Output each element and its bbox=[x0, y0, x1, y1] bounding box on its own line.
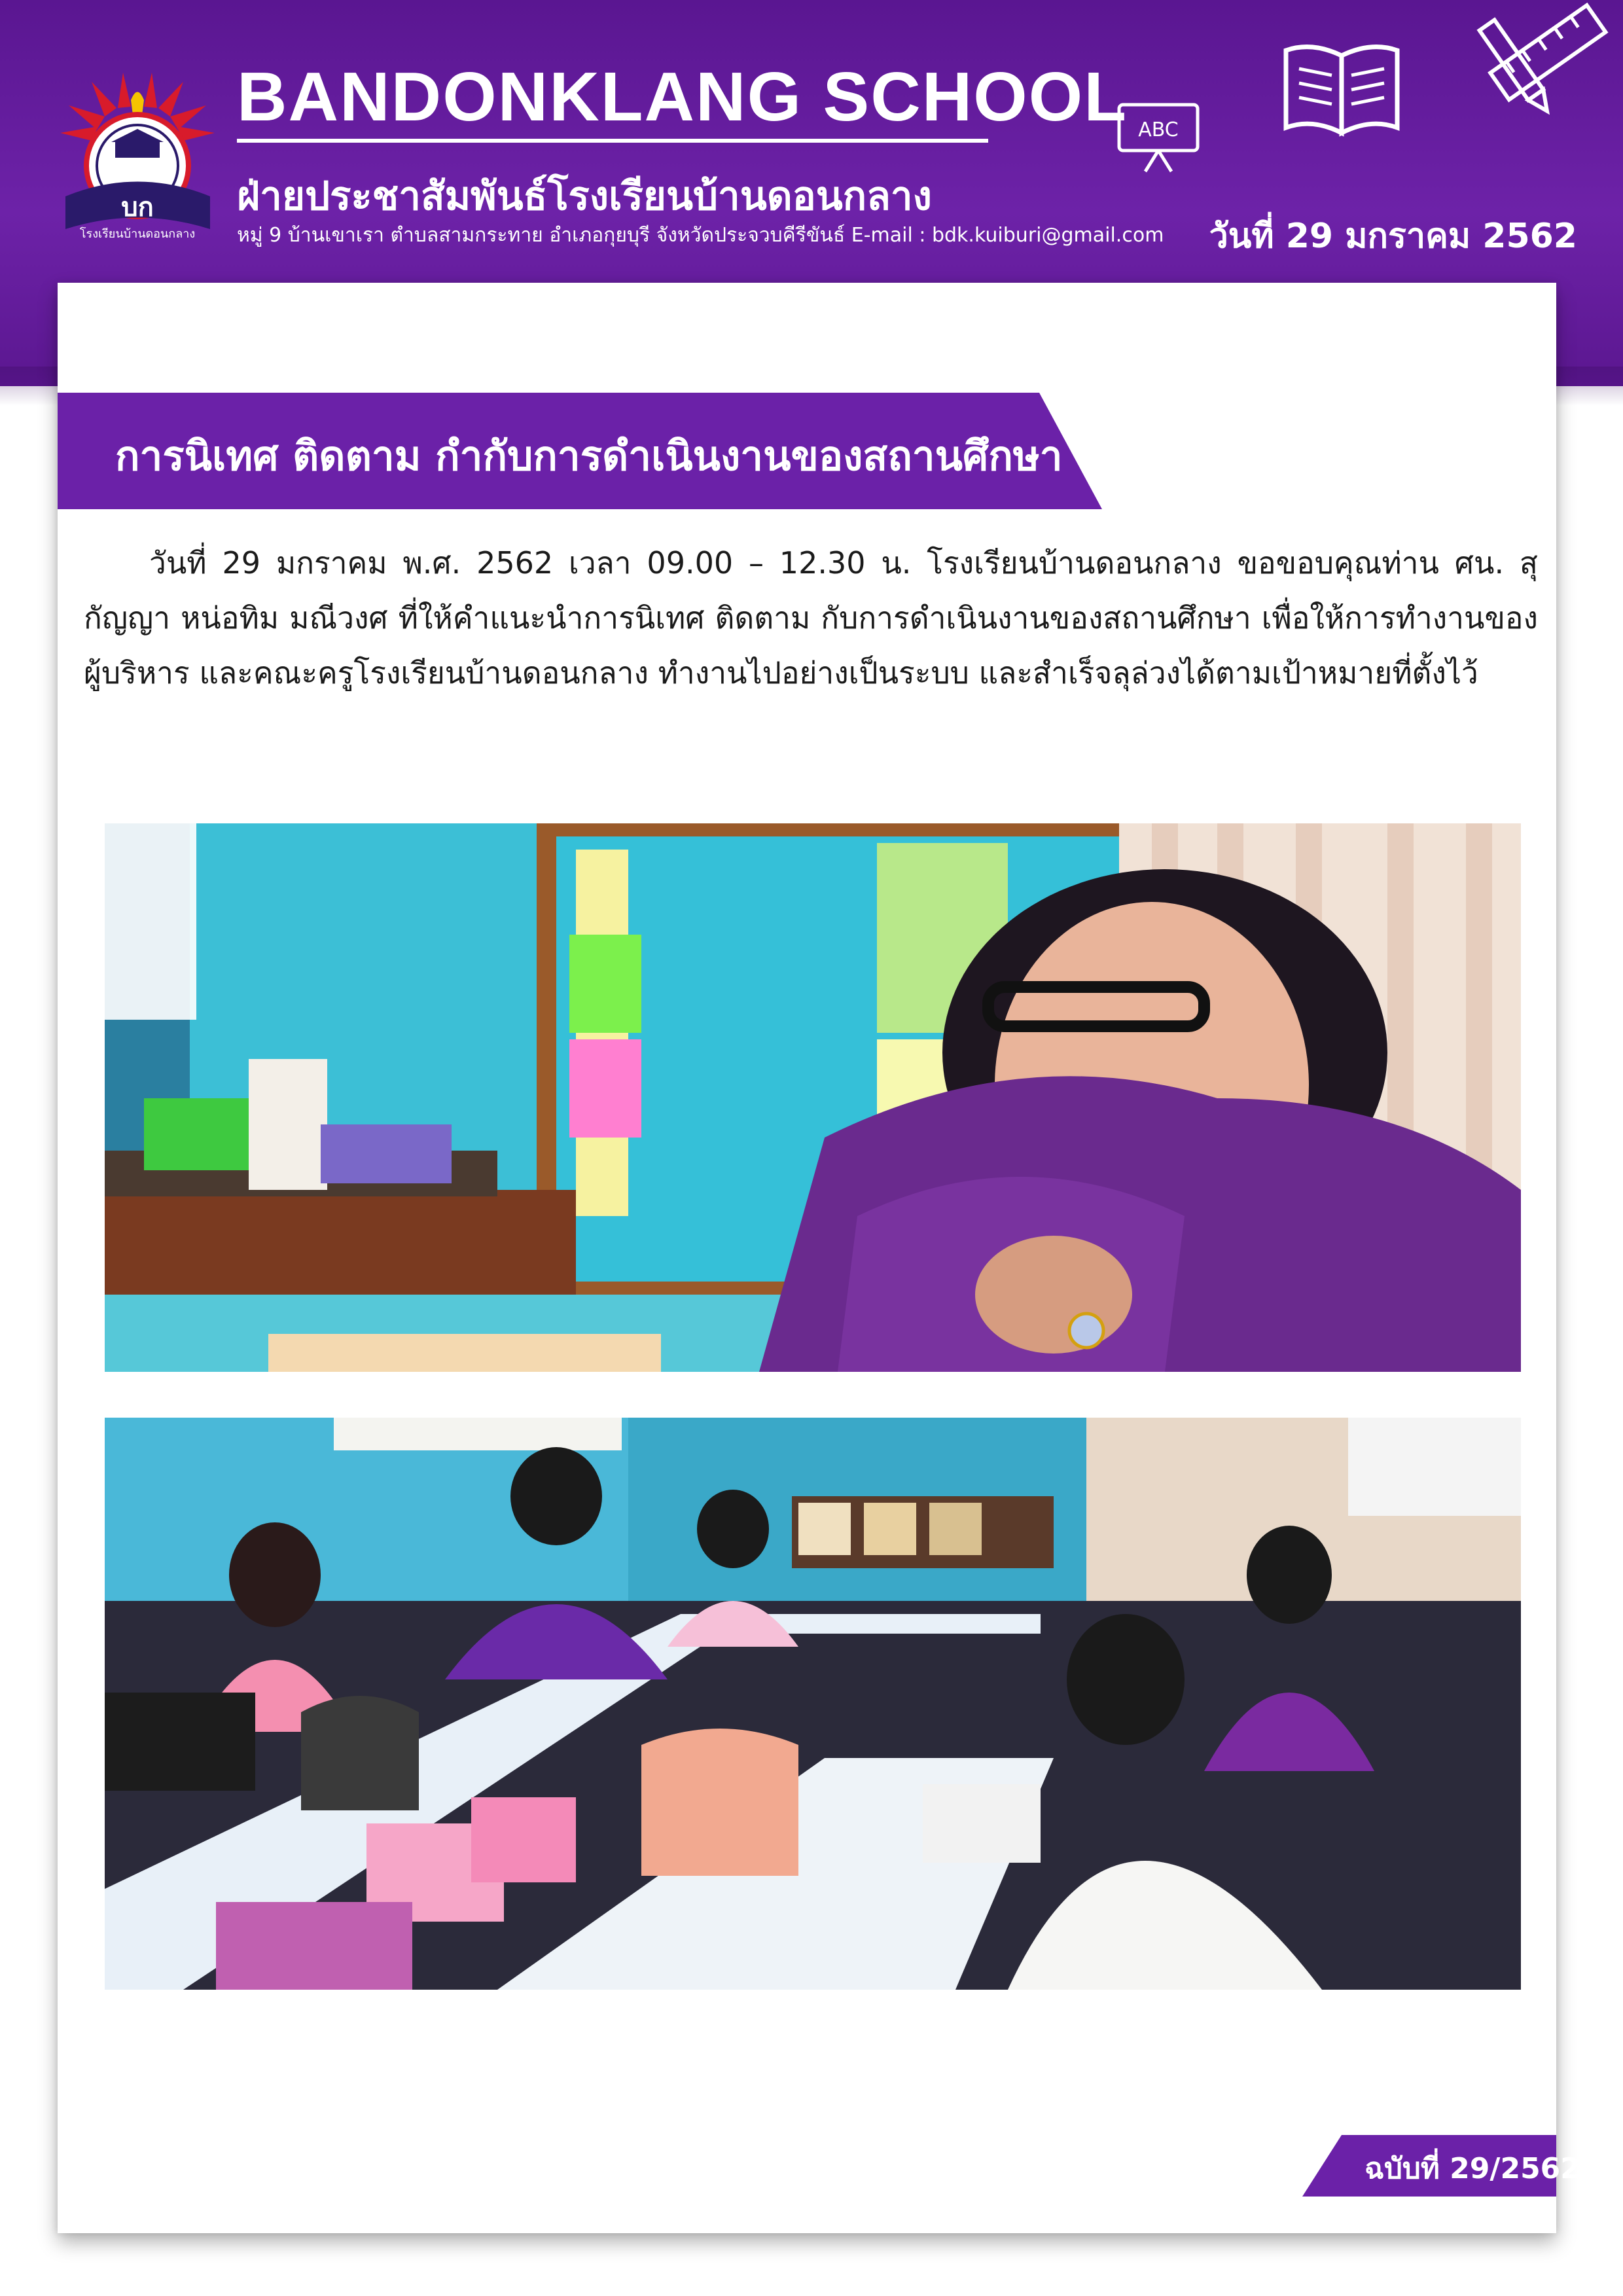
board-text: ABC bbox=[1138, 118, 1179, 141]
issue-number: ฉบับที่ 29/2562 bbox=[1364, 2152, 1580, 2185]
article-title: การนิเทศ ติดตาม กำกับการดำเนินงานของสถานศึกษา ปีการศึกษา 2561 bbox=[115, 432, 1399, 480]
pencil-ruler-icon bbox=[1466, 0, 1623, 121]
school-name: BANDONKLANG SCHOOL bbox=[237, 58, 1128, 135]
photo-meeting-image bbox=[105, 1418, 1521, 1990]
photo-supervisor bbox=[105, 823, 1521, 1372]
photo-supervisor-image bbox=[105, 823, 1521, 1372]
logo-caption: โรงเรียนบ้านดอนกลาง bbox=[79, 227, 196, 241]
department-name: ฝ่ายประชาสัมพันธ์โรงเรียนบ้านดอนกลาง bbox=[237, 173, 932, 219]
school-logo bbox=[58, 69, 218, 242]
title-underline bbox=[237, 139, 988, 143]
open-book-icon bbox=[1276, 36, 1407, 144]
photo-meeting bbox=[105, 1418, 1521, 1990]
header-date: วันที่ 29 มกราคม 2562 bbox=[1209, 217, 1577, 256]
logo-initials: บก bbox=[121, 192, 154, 223]
school-address: หมู่ 9 บ้านเขาเรา ตำบลสามกระทาย อำเภอกุยบุรี จังหวัดประจวบคีรีขันธ์ E-mail : bdk.kuiburi@gmail.com bbox=[237, 224, 1164, 247]
article-body: วันที่ 29 มกราคม พ.ศ. 2562 เวลา 09.00 – 12.30 น. โรงเรียนบ้านดอนกลาง ขอขอบคุณท่าน ศน. สุกัญญา หน่อทิม มณีวงศ ที่ให้คำแนะนำการนิเทศ ติดตาม กับการดำเนินงานของสถานศึกษา เพื่อให้การทำงานของผู้บริหาร และคณะครูโรงเรียนบ้านดอนกลาง ทำงานไปอย่างเป็นระบบ และสำเร็จลุล่วงได้ตามเป้าหมายที่ตั้งไว้ bbox=[84, 545, 1538, 691]
abc-board-icon bbox=[1113, 98, 1204, 177]
